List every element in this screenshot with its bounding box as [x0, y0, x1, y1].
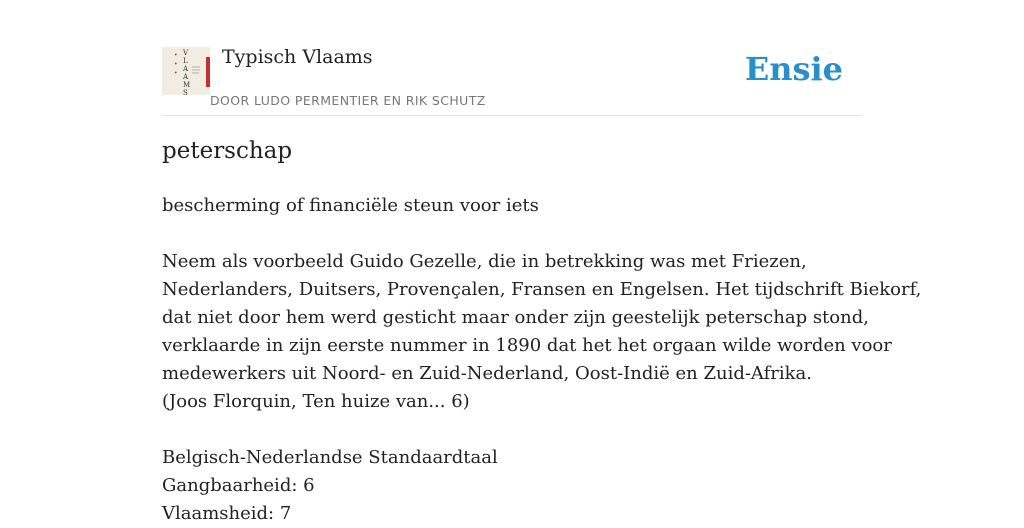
svg-text:•: • [174, 61, 178, 68]
example-line: Nederlanders, Duitsers, Provençalen, Fransen en Engelsen. Het tijdschrift Biekorf, [162, 279, 922, 300]
avatar-letter: A [183, 65, 189, 73]
usage-vlaamsheid: Vlaamsheid: 7 [162, 503, 292, 524]
avatar-letter: V [183, 49, 189, 57]
example-line: Neem als voorbeeld Guido Gezelle, die in betrekking was met Friezen, [162, 251, 807, 272]
example-line: medewerkers uit Noord- en Zuid-Nederland, Oost-Indië en Zuid-Afrika. [162, 363, 812, 384]
avatar-letter: L [183, 57, 188, 65]
svg-text:•: • [174, 52, 178, 59]
ensie-logo[interactable]: Ensie [744, 50, 843, 88]
entry-term: peterschap [162, 138, 293, 164]
dictionary-cover-avatar[interactable] [162, 47, 210, 95]
usage-register: Belgisch-Nederlandse Standaardtaal [162, 447, 498, 468]
avatar-letter: A [183, 73, 189, 81]
paragraph-spacer [162, 416, 882, 444]
dictionary-header [162, 44, 862, 116]
svg-text:•: • [174, 70, 178, 77]
paragraph-spacer [162, 220, 882, 248]
entry-definition: bescherming of financiële steun voor iets [162, 195, 539, 216]
example-line: dat niet door hem werd gesticht maar onder zijn geestelijk peterschap stond, [162, 307, 869, 328]
book-cover-icon [162, 47, 210, 95]
example-line: verklaarde in zijn eerste nummer in 1890 dat het het orgaan wilde worden voor [162, 335, 892, 356]
entry-body [162, 192, 922, 528]
example-source: (Joos Florquin, Ten huize van... 6) [162, 391, 470, 412]
usage-gangbaarheid: Gangbaarheid: 6 [162, 475, 315, 496]
avatar-letter: S [183, 89, 188, 97]
avatar-letter: M [183, 81, 191, 89]
dictionary-authors: DOOR LUDO PERMENTIER EN RIK SCHUTZ [210, 93, 486, 108]
dictionary-title-link[interactable]: Typisch Vlaams [222, 46, 373, 68]
